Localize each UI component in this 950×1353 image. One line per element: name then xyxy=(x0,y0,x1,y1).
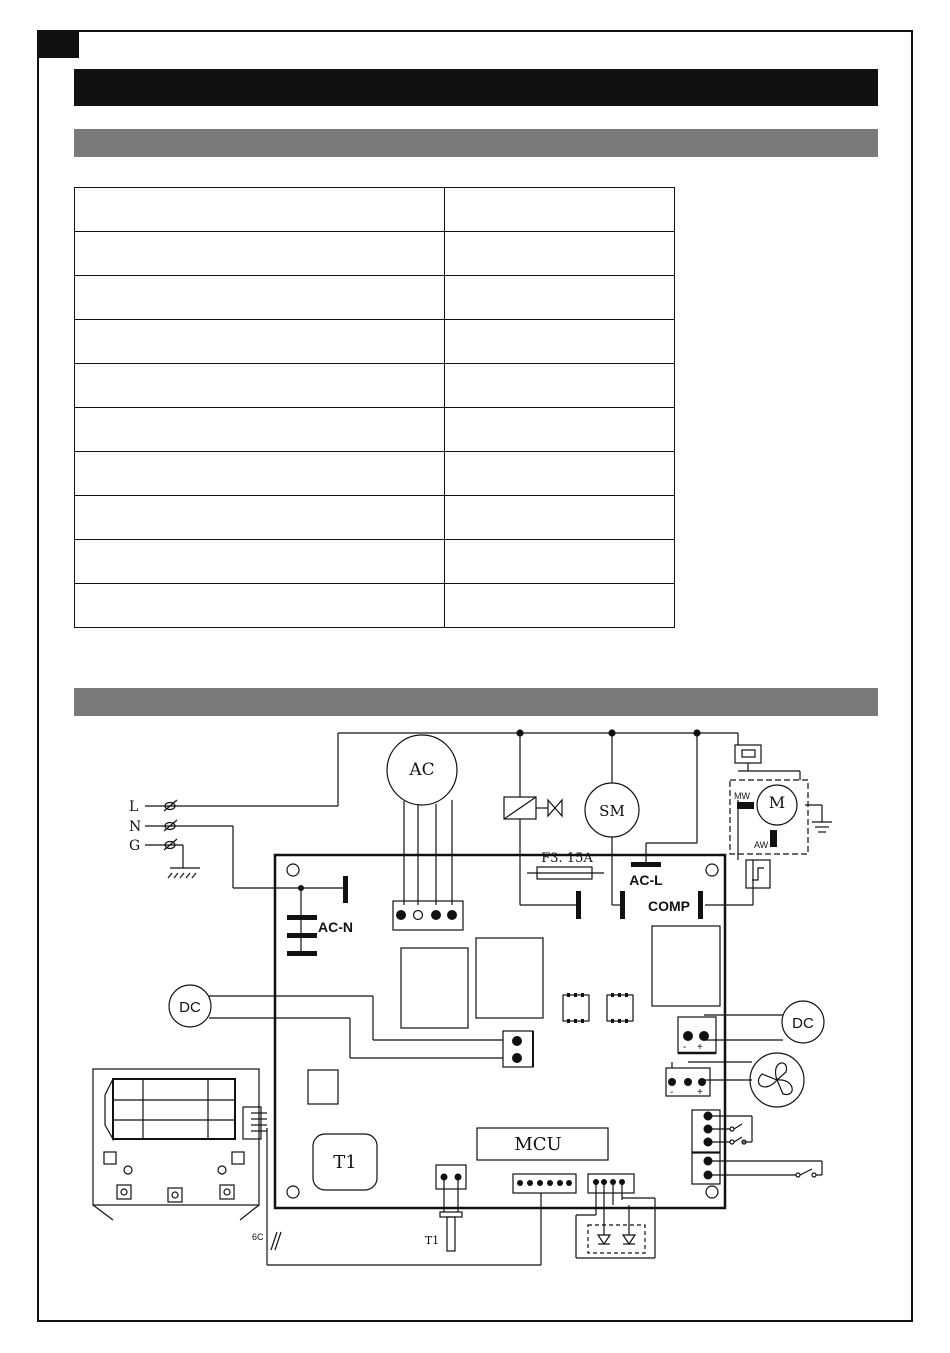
display-button xyxy=(104,1152,116,1164)
aw-label: AW xyxy=(754,840,769,850)
display-button xyxy=(232,1152,244,1164)
mounting-hole xyxy=(706,864,718,876)
display-pin-header xyxy=(243,1107,261,1139)
ac-motor-label: AC xyxy=(409,760,435,780)
comp-label: COMP xyxy=(648,898,690,914)
line-n-label: N xyxy=(129,819,142,835)
mounting-hole xyxy=(706,1186,718,1198)
t1-sensor-label: T1 xyxy=(424,1234,440,1247)
relay xyxy=(652,926,720,1006)
fuse-label: F3. 15A xyxy=(541,851,593,866)
motor-label: M xyxy=(768,793,786,812)
relay xyxy=(476,938,543,1018)
line-g-label: G xyxy=(129,838,141,854)
t1-sensor-probe xyxy=(447,1217,455,1251)
fan-plus-label: + xyxy=(697,1087,703,1098)
led-module xyxy=(588,1225,645,1253)
dc-left-label: DC xyxy=(179,999,201,1016)
mounting-hole xyxy=(287,864,299,876)
connector-pin xyxy=(414,911,423,920)
dc-minus-label: - xyxy=(683,1042,687,1053)
t1-board-label: T1 xyxy=(333,1152,357,1173)
optocoupler xyxy=(563,995,589,1021)
mounting-hole xyxy=(287,1186,299,1198)
mcu-label: MCU xyxy=(514,1134,562,1155)
line-l-label: L xyxy=(129,799,139,815)
ac-n-label: AC-N xyxy=(318,919,353,935)
thermal-switch xyxy=(735,745,761,763)
ic-chip xyxy=(308,1070,338,1104)
ac-l-label: AC-L xyxy=(629,872,663,888)
dc-right-label: DC xyxy=(792,1015,814,1032)
mw-label: MW xyxy=(734,791,750,801)
dc-plus-label: + xyxy=(697,1042,703,1053)
relay xyxy=(401,948,468,1028)
optocoupler xyxy=(607,995,633,1021)
sm-label: SM xyxy=(599,802,625,820)
display-screen xyxy=(113,1079,235,1139)
fan-minus-label: - xyxy=(670,1087,674,1098)
cable-6c-label: 6C xyxy=(252,1232,264,1242)
